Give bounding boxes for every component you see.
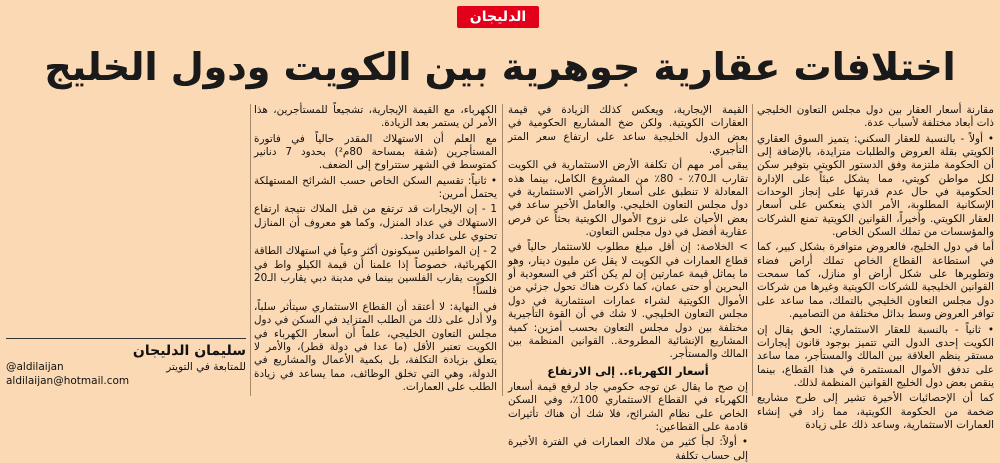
column-divider	[502, 104, 503, 396]
article-column-3	[254, 104, 497, 400]
column-divider	[752, 104, 753, 396]
column-paragraph: 2 - إن المواطنين سيكونون أكثر وعياً في استهلاك الطاقة الكهربائية، خصوصاً إذا علمنا أن قيمة الكيلو واط في الكويت يقارب الفلسين بينما في مدينة دبي يقارب الـ20 فلساً!	[254, 245, 497, 298]
article-column-2	[508, 104, 749, 462]
column-paragraph: • ثانياً - بالنسبة للعقار الاستثماري: الحق يقال إن الكويت إحدى الدول التي تتميز بوجود قانون إيجارات مستقر ينظم العلاقة بين المالك والمستأجر، مما ساعد على تدفق الأموال المستثمرة في هذا القطاع، بينما ينقص بعض دول الخليج القوانين المنظمة لذلك.	[757, 323, 994, 389]
article-column-1	[757, 104, 994, 431]
column-paragraph: مقارنة أسعار العقار بين دول مجلس التعاون الخليجي ذات أبعاد مختلفة لأسباب عدة.	[757, 104, 994, 130]
column-subheading: أسعار الكهرباء.. إلى الارتفاع	[547, 363, 709, 378]
author-name: سليمان الدليجان	[132, 343, 246, 359]
column-paragraph: • أولاً - بالنسبة للعقار السكني: يتميز السوق العقاري الكويتي بقلة العروض والطلبات متزايدة، بالإضافة إلى أن الحكومة ملتزمة وفق الدستور الكويتي بتوفير سكن لكل مواطن كويتي، مما يشكل عبئاً على الإدارة الحكومية في حال عدم قدرتها على إنجاز الوحدات الإسكانية المطلوبة، الأمر الذي ينعكس على أسعار العقار الكويتي. وأخيراً، القوانين الكويتية تمنع الشركات والمؤسسات من تملك السكن الخاص.	[757, 132, 994, 239]
column-paragraph: 1 - إن الإيجارات قد ترتفع من قبل الملاك نتيجة ارتفاع الاستهلاك في عداد المنزل، وكما هو معروف أن المنازل تحتوي على عداد واحد.	[254, 203, 497, 243]
column-paragraph: إن صح ما يقال عن توجه حكومي جاد لرفع قيمة أسعار الكهرباء في القطاع الاستثماري 100٪، وفي السكن الخاص على نظام الشرائح، فلا شك أن هناك تأثيرات قادمة على القطاعين:	[508, 380, 748, 433]
article-column-4	[6, 104, 246, 332]
author-twitter-row	[6, 360, 246, 374]
section-tag: الدليجان	[457, 6, 539, 28]
column-divider	[250, 104, 251, 396]
column-paragraph: في النهاية: لا أعتقد أن القطاع الاستثماري سيتأثر سلباً، ولا أدل على ذلك من الطلب المتزايد في السكن في دول مجلس التعاون الخليجي، علماً أن أسعار الكهرباء في الكويت تعتبر الأقل (ما عدا في دولة قطر)، والأمر لا يتعلق بزيادة التكلفة، بل بكمية الأعمال والمشاريع في الدولة، وهي التي تخلق الوظائف، مما يساعد في زيادة الطلب على العمارات.	[254, 300, 497, 393]
column-paragraph: > الخلاصة: إن أقل مبلغ مطلوب للاستثمار حالياً في قطاع العمارات في الكويت لا يقل عن مليون دينار، وهو ما يماثل قيمة عمارتين إن لم يكن أكثر في السعودية أو البحرين أو حتى عمان، كما ذكرت هناك تحول جزئي من الأموال الكويتية لشراء عمارات استثمارية في دول مجلس التعاون الخليجي. لا شك في أن القوة التأجيرية مختلفة بين دول مجلس التعاون بحسب أمزين: كمية المشاريع الإنشائية المطروحة.. القوانين المنظمة بين المالك والمستأجر.	[508, 241, 748, 361]
article-headline: اختلافات عقارية جوهرية بين الكويت ودول الخليج	[44, 45, 956, 89]
column-paragraph: مع العلم أن الاستهلاك المقدر حالياً في فاتورة المستأجرين (شقة بمساحة 80م²) بحدود 7 دنانير كمتوسط في الشهر ستتراوح إلى الضعف.	[254, 132, 498, 172]
column-paragraph: • أولاً: لجأ كثير من ملاك العمارات في الفترة الأخيرة إلى حساب تكلفة	[508, 436, 748, 462]
column-paragraph: • ثانياً: تقسيم السكن الخاص حسب الشرائح المستهلكة يحتمل أمرين:	[254, 174, 497, 201]
author-divider	[6, 338, 246, 339]
author-block	[6, 338, 246, 398]
column-paragraph: كما أن الإحصائيات الأخيرة تشير إلى طرح مشاريع ضخمة من الحكومة الكويتية، مما زاد في إنشاء العمارات الاستثمارية، وساعد ذلك على زيادة	[757, 392, 994, 431]
column-paragraph: أما في دول الخليج، فالعروض متوافرة بشكل كبير، كما في استطاعة القطاع الخاص تملك أراض فضاء وتطويرها على شكل أراض أو منازل، كما سمحت القوانين الخليجية للشركات الكويتية وغيرها من شركات دول مجلس التعاون الخليجي بالتملك، مما ساعد على توافر العروض وسط بدائل مختلفة من التصاميم.	[757, 241, 994, 321]
column-paragraph: الكهرباء، مع القيمة الإيجارية، تشجيعاً للمستأجرين، هذا الأمر لن يستمر بعد الزيادة.	[254, 104, 497, 130]
column-paragraph: القيمة الإيجارية، ويعكس كذلك الزيادة في قيمة العقارات الكويتية. ولكن ضخ المشاريع الحكومية في بعض الدول الخليجية ساعد على ارتفاع سعر المتر التأجيري.	[508, 104, 748, 157]
author-twitter-handle[interactable]: @aldilaijan	[6, 361, 64, 373]
author-email[interactable]: aldilaijan@hotmail.com	[6, 375, 130, 387]
column-paragraph: يبقى أمر مهم أن تكلفة الأرض الاستثمارية في الكويت تقارب الـ70٪ - 80٪ من المشروع الكامل، بينما هذه المعادلة لا تنطبق على أسعار الأراضي الاستثمارية في دول مجلس التعاون الخليجي. والعامل الأخير ساعد في بعض الأحيان على نزوح الأموال الكويتية بحثاً عن فرص عقارية أفضل في دول مجلس التعاون.	[508, 159, 749, 239]
author-twitter-label: للمتابعة في التويتر	[166, 361, 246, 373]
